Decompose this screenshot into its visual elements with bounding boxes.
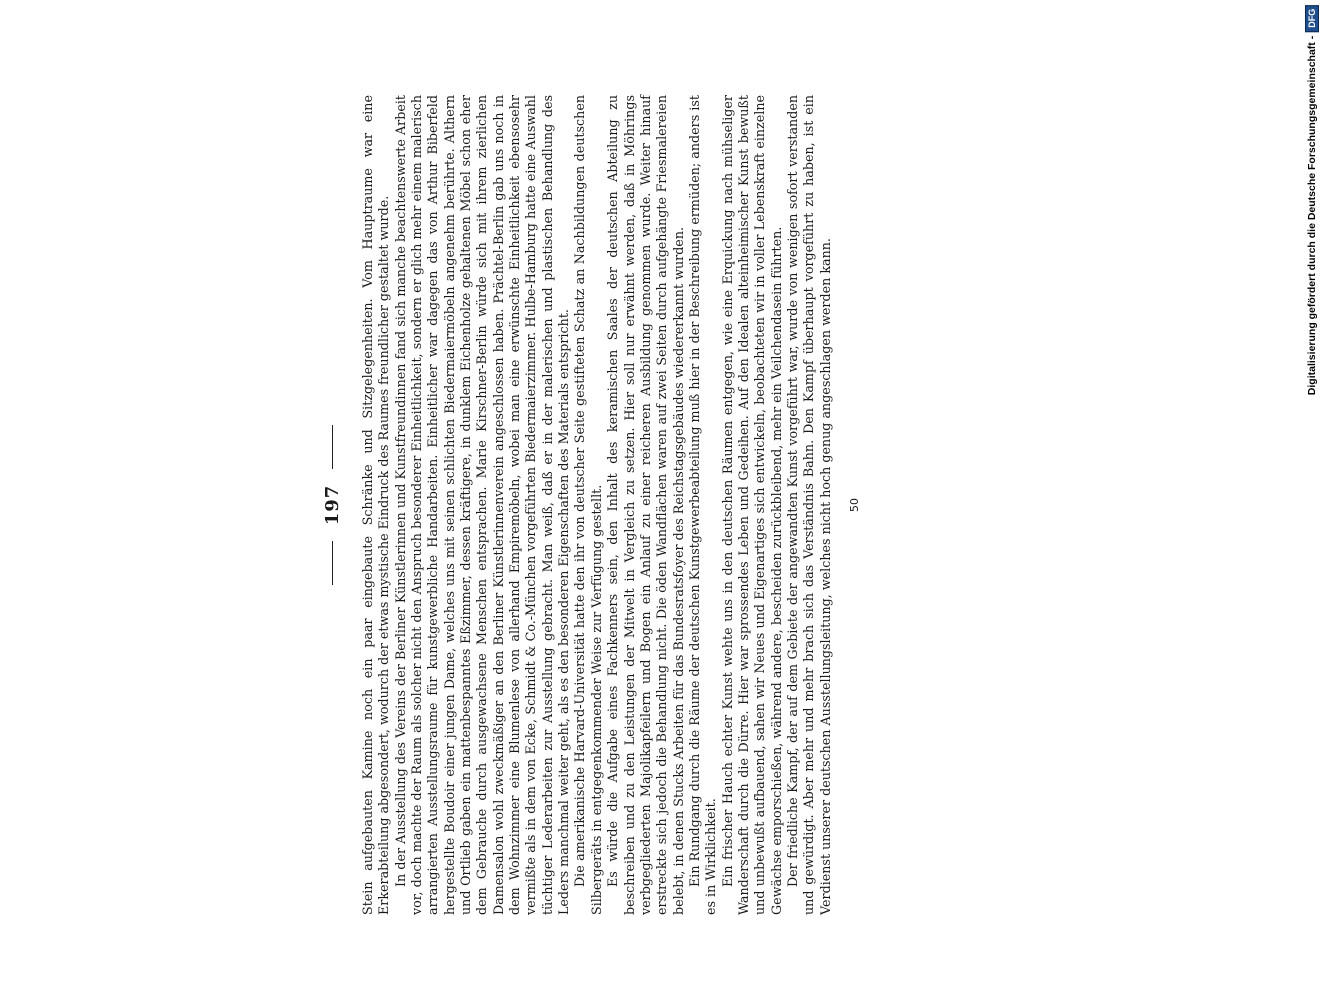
paragraph-7: Der friedliche Kampf, der auf dem Gebiete der angewandten Kunst vorgeführt war, wurde von wenigen sofort verstanden und gewürdigt. Aber mehr und mehr brach sich das Verständnis Bahn. Den Kampf überhaupt vorgeführt zu haben, ist ein Verdienst unserer deutschen Ausstellungsleitung, welches nicht hoch genug angeschlagen werden kann. [784,95,833,915]
body-text [360,95,833,915]
attribution-strip [1300,0,1324,400]
rotated-page [312,95,872,915]
page-number-footer: 50 [848,498,861,512]
dfg-logo-icon: DFG [1305,5,1319,32]
page-number-header: 197 [321,484,343,526]
paragraph-3: Die amerikanische Harvard-Universität hatte den ihr von deutscher Seite gestifteten Schatz an Nachbildungen deutschen Silbergeräts in entgegenkommender Weise zur Verfügung gestellt. [572,95,604,915]
header-rule-right [332,425,333,469]
paragraph-5: Ein Rundgang durch die Räume der deutschen Kunstgewerbeabteilung muß hier in der Beschreibung ermüden; anders ist es in Wirklichkeit. [686,95,719,915]
attribution-text: Digitalisierung gefördert durch die Deutsche Forschungsgemeinschaft - [1306,35,1318,396]
header-rule-left [332,541,333,585]
paragraph-1: Stein aufgebauten Kamine noch ein paar eingebaute Schränke und Sitzgelegenheiten. Vom Hauptraume war eine Erkerabteilung abgesondert, wodurch der etwas mystische Eindruck des Raumes freundlicher gestaltet wurde. [360,95,392,915]
paragraph-4: Es würde die Aufgabe eines Fachkenners sein, den Inhalt des keramischen Saales der deutschen Abteilung zu beschreiben und zu den Leistungen der Mitwelt in Vergleich zu setzen. Hier soll nur erwähnt werden, daß in Möhrings verbgegliederten Majolikapfeilern und Bogen ein Anlauf zu einer reicheren Ausbildung genommen wurde. Weiter hinauf erstreckte sich jedoch die Behandlung nicht. Die öden Wandflächen waren auf zwei Seiten durch aufgehängte Friesmalereien belebt, in denen Stucks Arbeiten für das Bundesratsfoyer des Reichstagsgebäudes wiedererkannt wurden. [605,95,686,915]
paragraph-2: In der Ausstellung des Vereins der Berliner Künstlerinnen und Kunstfreundinnen fand sich manche beachtenswerte Arbeit vor, doch machte der Raum als solcher nicht den Anspruch besonderer Einheitlichkeit, sondern er glich mehr einem malerisch arrangierten Ausstellungsraume für kunstgewerbliche Handarbeiten. Einheitlicher war dagegen das von Arthur Biberfeld hergestellte Boudoir einer jungen Dame, welches uns mit seinen schlichten Biedermaiermöbeln angenehm berührte. Althern und Ortlieb gaben ein mattenbespanntes Eßzimmer, dessen kräftigere, in dunklem Eichenholze gehaltenen Möbel schon eher dem Gebrauche durch ausgewachsene Menschen entsprachen. Marie Kirschner-Berlin würde sich mit ihrem zierlichen Damensalon wohl zweckmäßiger an den Berliner Künstlerinnenverein angeschlossen haben. Prächtel-Berlin gab uns noch in dem Wohnzimmer eine Blumenlese von allerhand Empiremöbeln, wobei man eine erwünschte Einheitlichkeit ebensosehr vermißte als in dem von Ecke, Schmidt & Co.-München vorgeführten Biedermaierzimmer. Hulbe-Hamburg hatte eine Auswahl tüchtiger Lederarbeiten zur Ausstellung gebracht. Man weiß, daß er in der malerischen und plastischen Behandlung des Leders manchmal weiter geht, als es den besonderen Eigenschaften des Materials entspricht. [392,95,572,915]
attribution-line [1305,5,1319,395]
page-header [312,95,352,915]
paragraph-6: Ein frischer Hauch echter Kunst wehte uns in den deutschen Räumen entgegen, wie eine Erquickung nach mühseliger Wanderschaft durch die Dürre. Hier war sprossendes Leben und Gedeihen. Auf den Idealen alteinheimischer Kunst bewußt und unbewußt aufbauend, sahen wir Neues und Eigenartiges sich entwickeln, beobachteten wir in voller Lebenskraft einzelne Gewächse emporschießen, während andere, bescheiden zurückbleibend, mehr ein Veilchendasein führten. [719,95,784,915]
